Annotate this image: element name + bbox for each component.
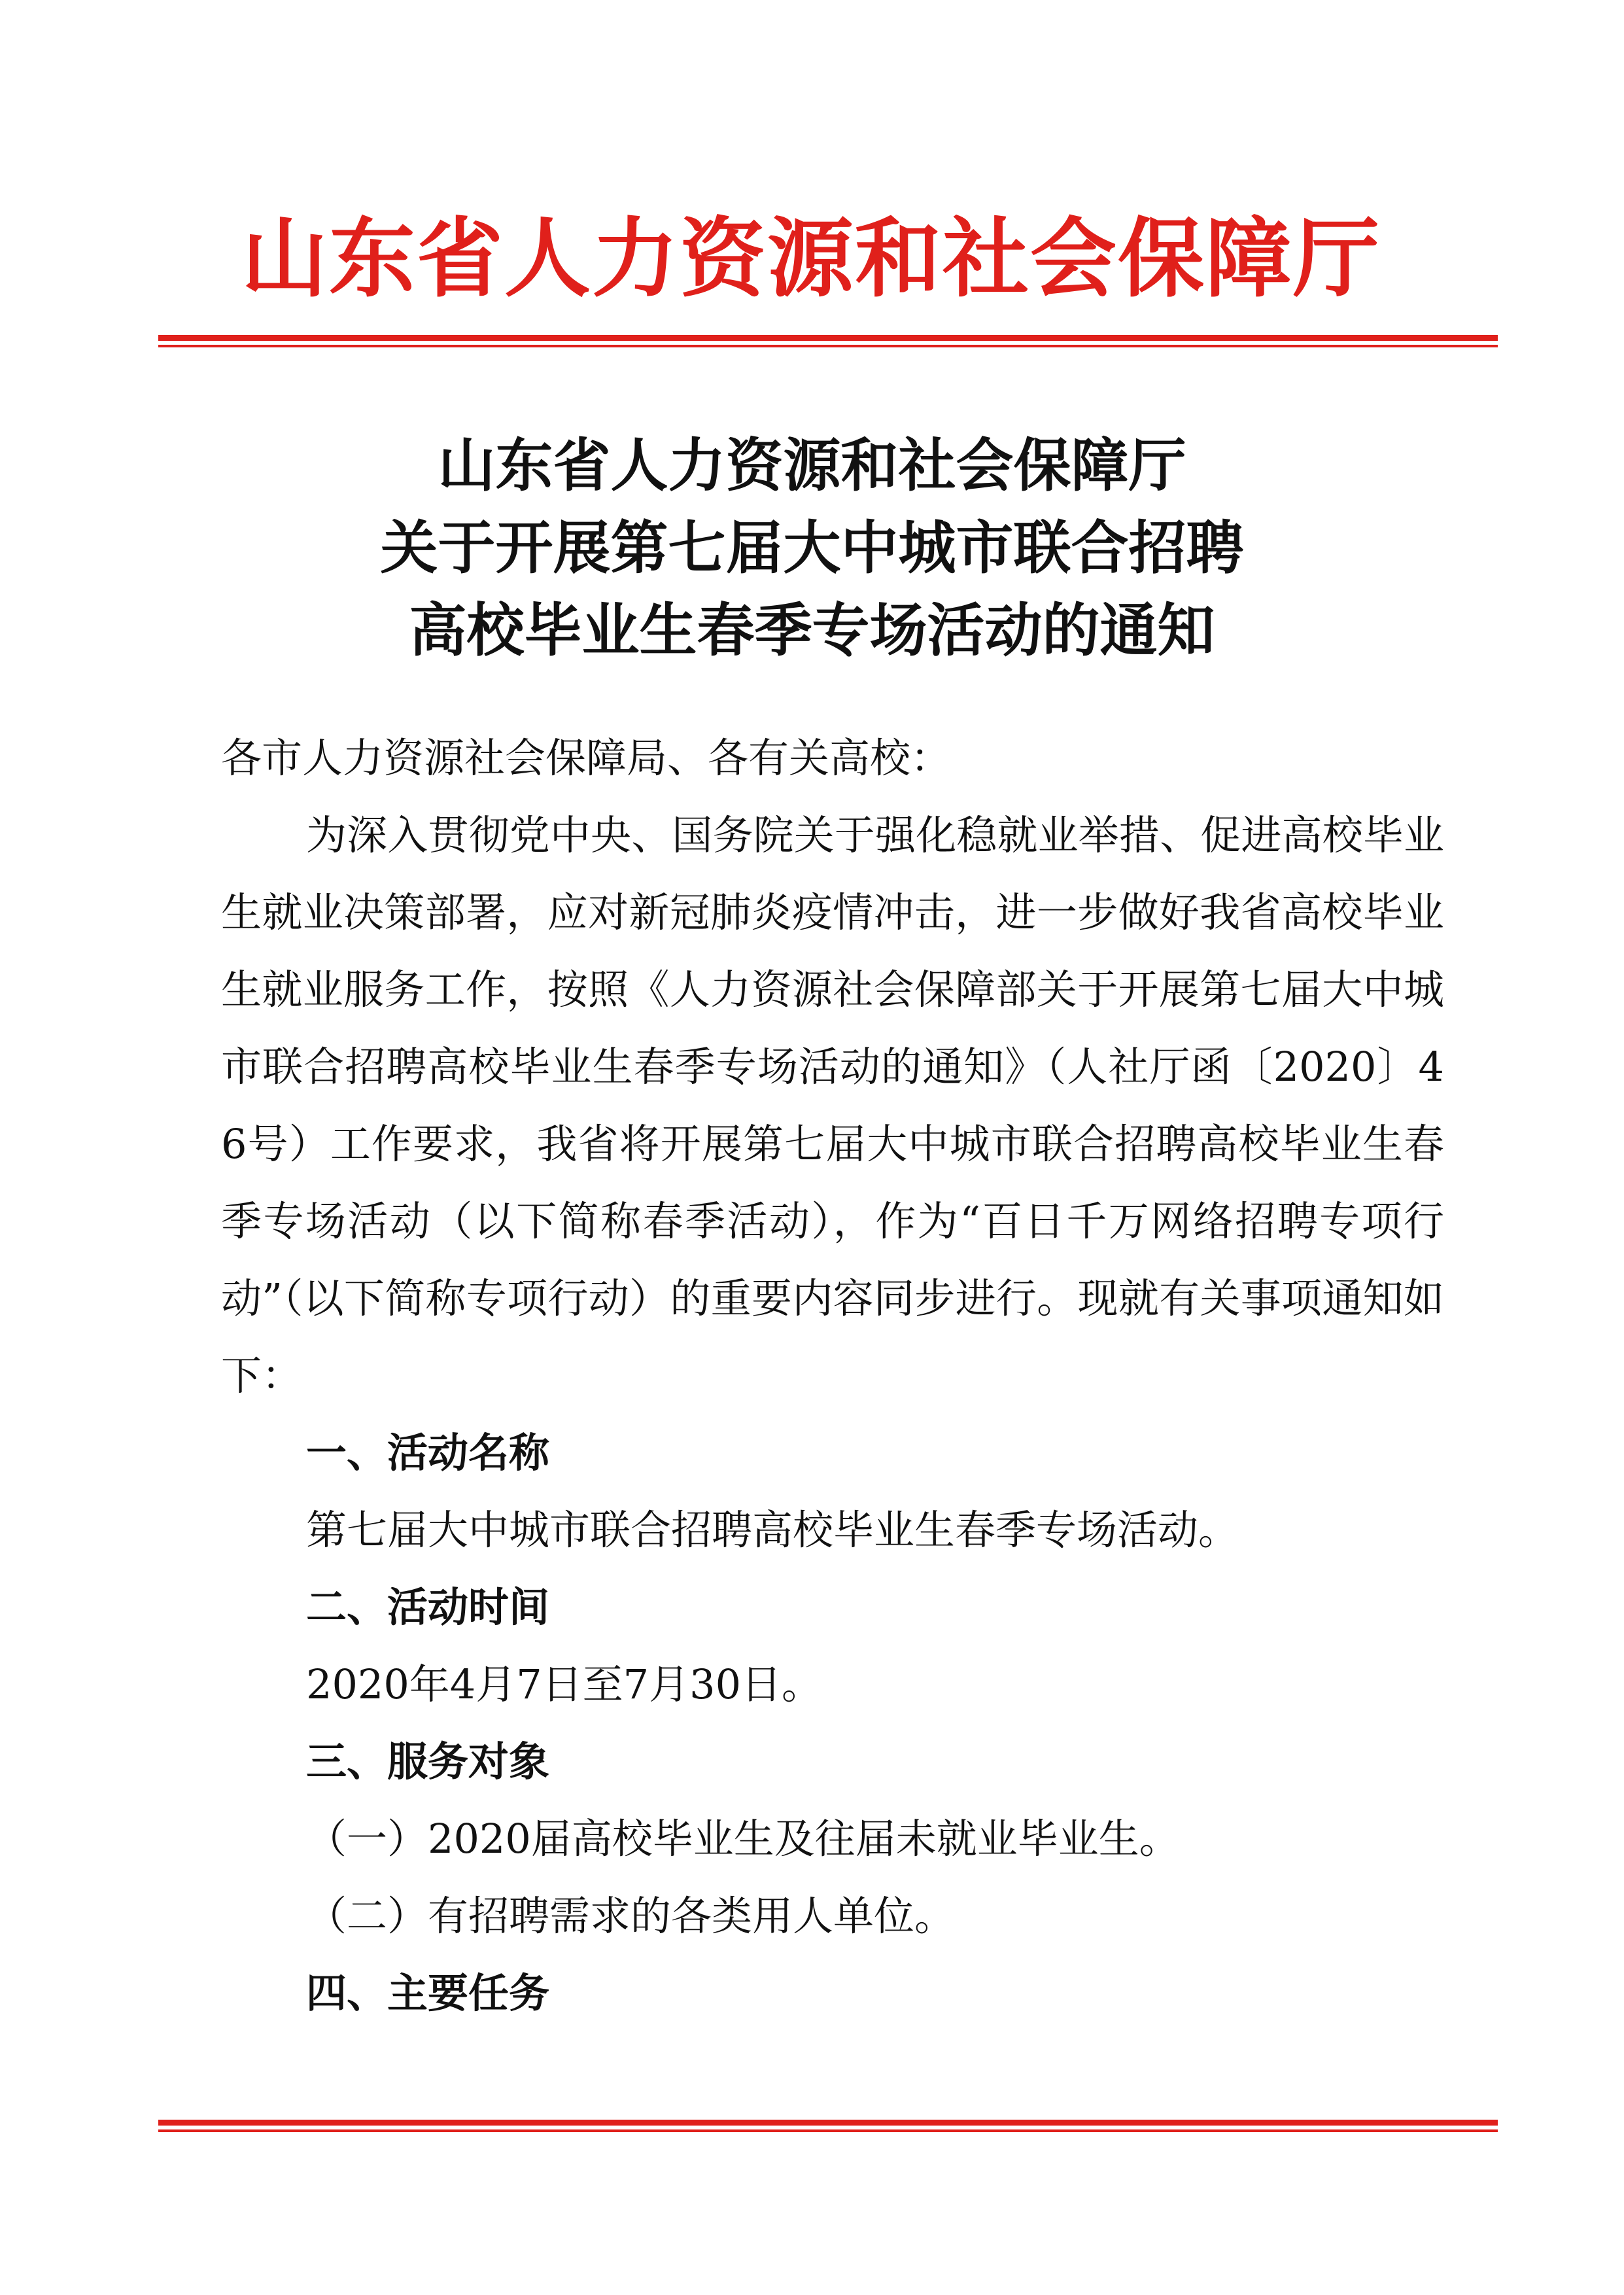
section-paragraph: 2020年4月7日至7月30日。 [306, 1660, 823, 1708]
section-heading: 一、活动名称 [306, 1429, 550, 1477]
section-paragraph: （二）有招聘需求的各类用人单位。 [306, 1892, 956, 1940]
section-heading: 四、主要任务 [306, 1969, 550, 2017]
issuing-organization-header: 山东省人力资源和社会保障厅 [241, 208, 1381, 309]
section-heading: 二、活动时间 [306, 1583, 550, 1631]
title-line: 高校毕业生春季专场活动的通知 [409, 596, 1215, 664]
section-paragraph: （一）2020届高校毕业生及往届未就业毕业生。 [306, 1815, 1180, 1863]
title-line: 关于开展第七届大中城市联合招聘 [380, 514, 1244, 582]
title-line: 山东省人力资源和社会保障厅 [438, 431, 1186, 499]
document-title [157, 424, 1467, 671]
salutation: 各市人力资源社会保障局、各有关高校： [221, 734, 952, 782]
section-heading: 三、服务对象 [306, 1738, 550, 1785]
intro-paragraph: 为深入贯彻党中央、国务院关于强化稳就业举措、促进高校毕业生就业决策部署，应对新冠肺炎疫情冲击，进一步做好我省高校毕业生就业服务工作，按照《人力资源社会保障部关于开展第七届大中城市联合招聘高校毕业生春季专场活动的通知》（人社厅函〔2020〕46号）工作要求，我省将开展第七届大中城市联合招聘高校毕业生春季专场活动（以下简称春季活动），作为“百日千万网络招聘专项行动”（以下简称专项行动）的重要内容同步进行。现就有关事项通知如下： [221, 811, 1444, 1399]
document-body [221, 720, 1444, 2032]
section-paragraph: 第七届大中城市联合招聘高校毕业生春季专场活动。 [306, 1506, 1239, 1554]
